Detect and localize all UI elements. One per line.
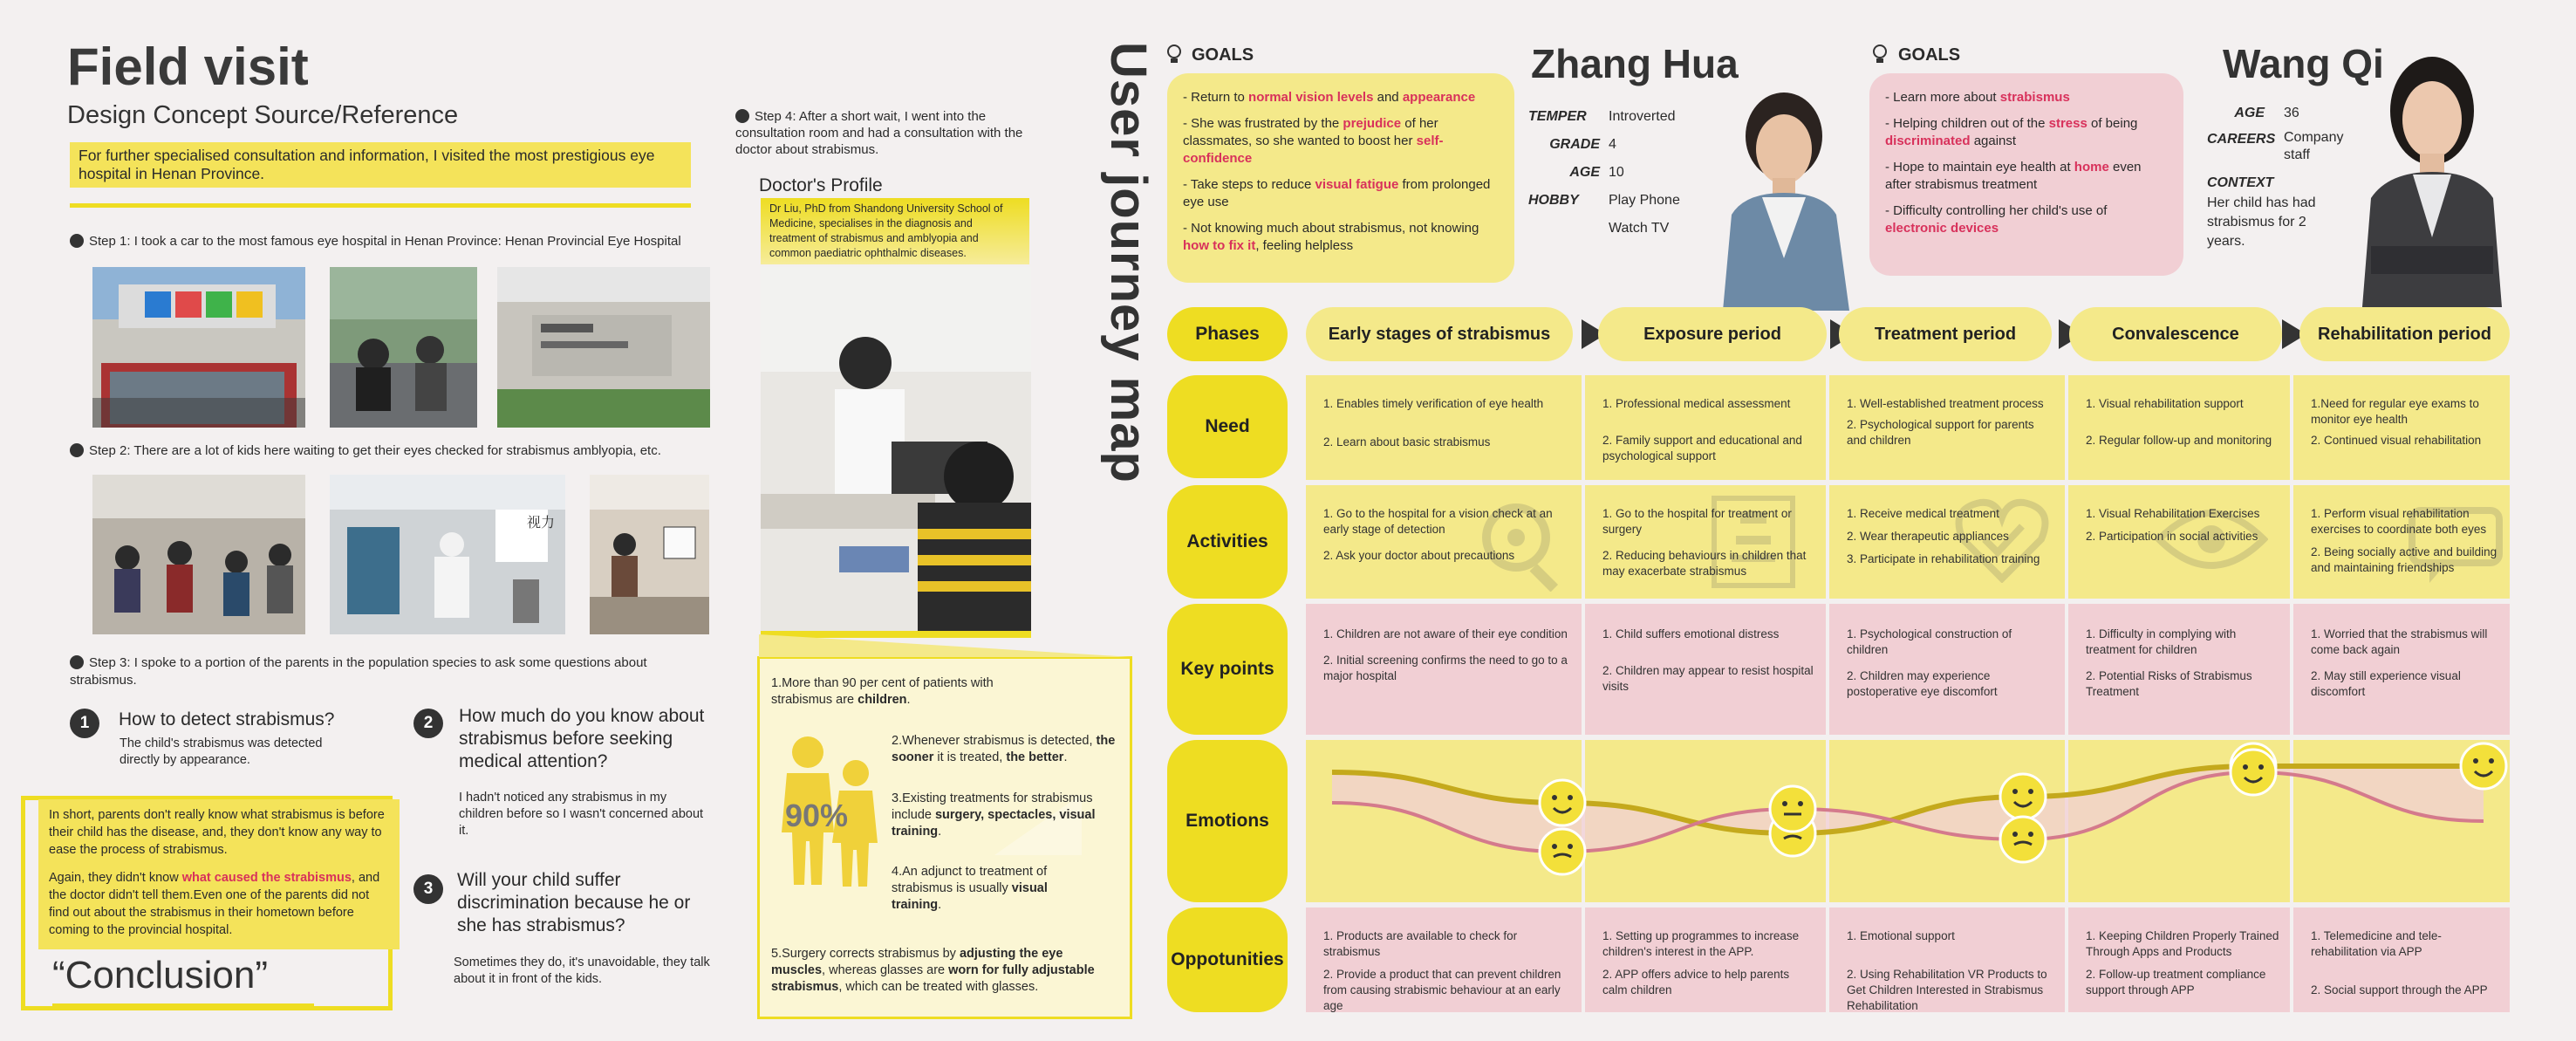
child-head-icon [792,736,823,768]
activities-cell [2293,494,2510,586]
divider-line [70,203,691,208]
activity-item: 3. Participate in rehabilitation training [1847,552,2040,565]
persona-1-age-row [1528,159,1738,187]
bullet-icon [70,655,84,669]
waiting-room-photo-3 [590,475,709,634]
fact-4 [892,864,1083,914]
persona-2-goal [1885,159,2168,194]
persona-1-hobby-2: Watch TV [1609,221,1670,236]
fact-text: 4.An adjunct to treatment of strabismus is usually [892,865,1048,895]
goal-text: against [1970,134,2017,148]
fact-text: 3.Existing treatments for strabismus include [892,791,1093,822]
persona-2-context-label: CONTEXT [2207,175,2274,190]
keypoint-item: 2. Children may experience postoperative eye discomfort [1847,669,1998,698]
conclusion-highlight: what caused the strabismus [181,871,352,885]
need-cell [1829,384,2065,459]
question-1-title: How to detect strabismus? [119,709,335,729]
opportunity-item: 1. Keeping Children Properly Trained Through Apps and Products [2086,929,2279,958]
activity-item: 2. Reducing behaviours in children that may exacerbate strabismus [1602,549,1807,578]
question-2-number: 2 [413,709,443,738]
activity-item: 1. Go to the hospital for treatment or surgery [1602,507,1792,536]
field-visit-intro: For further specialised consultation and information, I visited the most prestigious eye hospital in Henan Province. [70,142,691,188]
persona-1-hobby-1: Play Phone [1609,193,1680,208]
fact-5 [771,946,1111,996]
fact-text: . [1063,750,1068,764]
persona-1-goals-label: GOALS [1192,45,1254,65]
need-cell [2293,384,2510,459]
persona-2-goals-label: GOALS [1898,45,1961,65]
goal-text: and [1373,90,1403,105]
hospital-photo-1 [92,267,305,428]
fact-bold: the better [1006,750,1064,764]
persona-2-age: 36 [2284,106,2299,120]
goal-text: , feeling helpless [1255,238,1354,253]
fact-bold: children [858,693,907,707]
persona-1-name: Zhang Hua [1531,41,1739,86]
persona-2-careers-label: CAREERS [2207,132,2276,147]
goal-text: of being [2087,116,2138,131]
persona-1-hobby-row [1528,187,1738,215]
persona-1-info [1528,103,1738,243]
parent-emotion-face-icon [1540,829,1585,874]
persona-1-goal [1183,89,1499,106]
keypoint-item: 1. Psychological construction of children [1847,627,2012,656]
goal-highlight: appearance [1402,90,1476,105]
opportunity-item: 2. Social support through the APP [2311,983,2488,996]
opportunity-item: 1. Telemedicine and tele-rehabilitation via APP [2311,929,2442,958]
persona-1-goal [1183,115,1499,168]
persona-2-goals [1869,73,2183,276]
opportunity-item: 1. Setting up programmes to increase children's interest in the APP. [1602,929,1800,958]
persona-2-goal [1885,202,2168,237]
opportunities-cell [1306,916,1582,1024]
opportunity-item: 2. Follow-up treatment compliance support through APP [2086,968,2266,996]
conclusion-para-2 [49,869,389,939]
opportunity-item: 2. Using Rehabilitation VR Products to Get Children Interested in Strabismus Rehabilitation [1847,968,2047,1012]
eye-chart-sign: 视力 [527,516,556,531]
goal-text: - Difficulty controlling her child's use of [1885,203,2108,218]
percent-stat: 90% [785,798,849,833]
conclusion-box [38,799,400,949]
opportunities-cell [2068,916,2290,1009]
persona-1-grade-label: GRADE [1549,137,1600,152]
fact-bold: visual training [892,881,1048,912]
step-2 [70,443,733,458]
question-3-answer: Sometimes they do, it's unavoidable, they talk about it in front of the kids. [454,955,710,986]
fact-text: 5.Surgery corrects strabismus by [771,947,960,961]
child-head-icon [843,760,869,786]
fact-text: 1.More than 90 per cent of patients with strabismus are [771,676,994,707]
persona-2-context: Her child has had strabismus for 2 years. [2207,195,2316,249]
opportunities-cell [1829,916,2065,1024]
fact-text: , which can be treated with glasses. [838,980,1039,994]
row-label-opportunities: Oppotunities [1167,907,1288,1012]
keypoint-item: 1. Worried that the strabismus will come back again [2311,627,2488,656]
activities-cell [1585,494,1826,590]
step-3-text: Step 3: I spoke to a portion of the parents in the population species to ask some questions about strabismus. [70,655,647,688]
step-1-text: Step 1: I took a car to the most famous eye hospital in Henan Province: Henan Provincial Eye Hospital [89,234,681,249]
goal-text: - Learn more about [1885,90,2000,105]
activities-cell [2068,494,2290,555]
child-emotion-face-icon [1540,780,1585,825]
fact-text: 2.Whenever strabismus is detected, [892,734,1097,748]
parent-emotion-face-icon [2000,817,2046,862]
fact-text: , whereas glasses are [822,963,949,977]
goal-text: - Take steps to reduce [1183,177,1315,192]
activity-item: 2. Being socially active and building and maintaining friendships [2311,545,2497,574]
persona-1-goal [1183,176,1499,211]
need-cell [1585,384,1826,475]
row-label-activities: Activities [1167,485,1288,599]
keypoints-cell [1306,614,1582,695]
question-2-title: How much do you know about strabismus before seeking medical attention? [459,706,705,771]
goal-highlight: discriminated [1885,134,1971,148]
keypoint-item: 1. Difficulty in complying with treatment for children [2086,627,2237,656]
question-3-title: Will your child suffer discrimination because he or she has strabismus? [457,870,691,935]
goal-text: of her classmates, so she wanted to boost her [1183,116,1438,148]
persona-1-temper: Introverted [1609,109,1676,124]
goal-text: - Not knowing much about strabismus, not knowing [1183,221,1479,236]
phase-early-stages: Early stages of strabismus [1306,307,1573,361]
child-emotion-face-icon [2000,774,2046,819]
phase-treatment: Treatment period [1839,307,2052,361]
goal-text: from prolonged eye use [1183,177,1491,209]
phase-convalescence: Convalescence [2069,307,2282,361]
need-item: 1.Need for regular eye exams to monitor eye health [2311,397,2479,426]
row-label-need: Need [1167,375,1288,478]
persona-1-goal [1183,220,1499,255]
fact-3 [892,791,1120,840]
persona-2-goal [1885,89,2168,106]
persona-1-grade: 4 [1609,137,1616,152]
question-1-answer: The child's strabismus was detected directly by appearance. [120,736,323,767]
keypoints-cell [1829,614,2065,710]
journey-map-title: User journey map [1100,42,1157,483]
goal-highlight: home [2074,160,2109,175]
activities-cell [1306,494,1582,574]
opportunity-item: 2. Provide a product that can prevent children from causing strabismic behaviour at an early age [1323,968,1561,1012]
parent-emotion-face-icon [2231,750,2276,795]
opportunities-cell [1585,916,1826,1009]
persona-2-careers: Company staff [2284,130,2344,162]
step-2-text: Step 2: There are a lot of kids here waiting to get their eyes checked for strabismus amblyopia, etc. [89,443,661,458]
persona-2-age-label: AGE [2234,106,2265,120]
fact-text: it is treated, [933,750,1007,764]
need-item: 1. Enables timely verification of eye health [1323,397,1544,410]
fact-bold: worn for fully adjustable strabismus [771,963,1095,994]
goal-highlight: normal vision levels [1248,90,1374,105]
activity-item: 2. Ask your doctor about precautions [1323,549,1515,562]
fact-bold: adjusting the eye muscles [771,947,1063,977]
row-label-emotions: Emotions [1167,740,1288,902]
emotion-curve-chart [1306,740,2510,902]
goal-highlight: electronic devices [1885,221,1999,236]
persona-1-hobby-label: HOBBY [1528,193,1579,208]
persona-1-age-label: AGE [1569,165,1600,180]
persona-1-goals [1167,73,1514,283]
need-item: 1. Well-established treatment process [1847,397,2044,410]
opportunity-item: 1. Emotional support [1847,929,1955,942]
goal-text: - Hope to maintain eye health at [1885,160,2074,175]
conclusion-underline [52,1003,314,1008]
waiting-room-photo-2 [330,475,565,634]
goal-lightbulb-icon [1165,44,1183,66]
need-cell [2068,384,2290,459]
need-item: 2. Family support and educational and psychological support [1602,434,1802,462]
persona-2-avatar [2345,45,2519,307]
conclusion-text: , and the doctor didn't tell them.Even one of the parents did not find out about the strabismus in their hometown before coming to the provincial hospital. [49,871,380,937]
goal-text: - Helping children out of the [1885,116,2049,131]
hospital-photo-3 [497,267,710,428]
persona-1-hobby-row-2 [1528,215,1738,243]
doctor-profile-text: Dr Liu, PhD from Shandong University School of Medicine, specialises in the diagnosis and treatment of strabismus and amblyopia and common paediatric ophthalmic diseases. [761,198,1029,264]
goal-highlight: how to fix it [1183,238,1256,253]
persona-2-name: Wang Qi [2223,41,2384,86]
goal-lightbulb-icon [1871,44,1889,66]
fact-1 [771,675,1033,709]
activity-item: 2. Participation in social activities [2086,530,2258,543]
opportunities-cell [2293,916,2510,1009]
goal-highlight: self-confidence [1183,134,1444,166]
keypoints-cell [1585,614,1826,705]
facts-panel-tab [759,634,1132,657]
phase-rehabilitation: Rehabilitation period [2299,307,2510,361]
step-3 [70,654,698,689]
waiting-room-photo-1 [92,475,305,634]
fact-text: . [906,693,911,707]
doctor-consultation-photo [761,267,1031,631]
question-3-number: 3 [413,874,443,904]
need-item: 2. Continued visual rehabilitation [2311,434,2482,447]
conclusion-para-1: In short, parents don't really know what strabismus is before their child has the disease, and, they don't know any way to ease the process of strabismus. [49,808,385,857]
need-item: 2. Learn about basic strabismus [1323,435,1491,449]
bullet-icon [735,109,749,123]
bullet-icon [70,234,84,248]
bullet-icon [70,443,84,457]
goal-text: even after strabismus treatment [1885,160,2142,192]
persona-1-temper-row [1528,103,1738,131]
hospital-photo-2 [330,267,477,428]
fact-bold: surgery, spectacles, visual training [892,808,1096,839]
keypoint-item: 2. Initial screening confirms the need to go to a major hospital [1323,654,1568,682]
question-2-answer: I hadn't noticed any strabismus in my children before so I wasn't concerned about it. [459,791,704,838]
row-label-phases: Phases [1167,307,1288,361]
persona-1-grade-row [1528,131,1738,159]
step-1 [70,234,733,249]
activity-item: 1. Perform visual rehabilitation exercises to coordinate both eyes [2311,507,2487,536]
goal-highlight: visual fatigue [1315,177,1399,192]
need-item: 2. Psychological support for parents and children [1847,418,2034,447]
row-label-keypoints: Key points [1167,604,1288,735]
keypoints-cell [2068,614,2290,710]
phase-exposure: Exposure period [1598,307,1827,361]
persona-1-avatar [1710,84,1858,311]
parent-emotion-face-icon [1770,786,1815,832]
goal-text: - She was frustrated by the [1183,116,1343,131]
need-item: 1. Visual rehabilitation support [2086,397,2244,410]
keypoints-cell [2293,614,2510,710]
keypoint-item: 1. Child suffers emotional distress [1602,627,1780,640]
fact-text: . [938,825,942,839]
persona-1-age: 10 [1609,165,1624,180]
fact-2 [892,733,1120,766]
activity-item: 2. Wear therapeutic appliances [1847,530,2009,543]
field-visit-subtitle: Design Concept Source/Reference [67,101,459,129]
keypoint-item: 1. Children are not aware of their eye condition [1323,627,1568,640]
question-1-number: 1 [70,709,99,738]
fact-bold: the sooner [892,734,1116,764]
keypoint-item: 2. Children may appear to resist hospital visits [1602,664,1814,693]
activity-item: 1. Receive medical treatment [1847,507,1999,520]
opportunity-item: 2. APP offers advice to help parents calm children [1602,968,1790,996]
fact-text: . [938,898,942,912]
need-cell [1306,384,1582,461]
activity-item: 1. Visual Rehabilitation Exercises [2086,507,2260,520]
step-4-text: Step 4: After a short wait, I went into the consultation room and had a consultation with the doctor about strabismus. [735,109,1023,157]
field-visit-title: Field visit [67,38,309,96]
keypoint-item: 2. Potential Risks of Strabismus Treatment [2086,669,2252,698]
goal-text: - Return to [1183,90,1249,105]
child-emotion-face-icon [2461,743,2506,789]
doctor-profile-title: Doctor's Profile [759,175,883,195]
need-item: 2. Regular follow-up and monitoring [2086,434,2272,447]
persona-2-goal [1885,115,2168,150]
goal-highlight: prejudice [1343,116,1402,131]
goal-highlight: strabismus [1999,90,2070,105]
activity-item: 1. Go to the hospital for a vision check at an early stage of detection [1323,507,1553,536]
activities-cell [1829,494,2065,578]
step-4 [735,108,1023,158]
conclusion-text: Again, they didn't know [49,871,182,885]
goal-highlight: stress [2048,116,2087,131]
conclusion-label: “Conclusion” [52,954,268,996]
keypoint-item: 2. May still experience visual discomfort [2311,669,2461,698]
opportunity-item: 1. Products are available to check for strabismus [1323,929,1518,958]
persona-1-temper-label: TEMPER [1528,109,1587,124]
need-item: 1. Professional medical assessment [1602,397,1791,410]
